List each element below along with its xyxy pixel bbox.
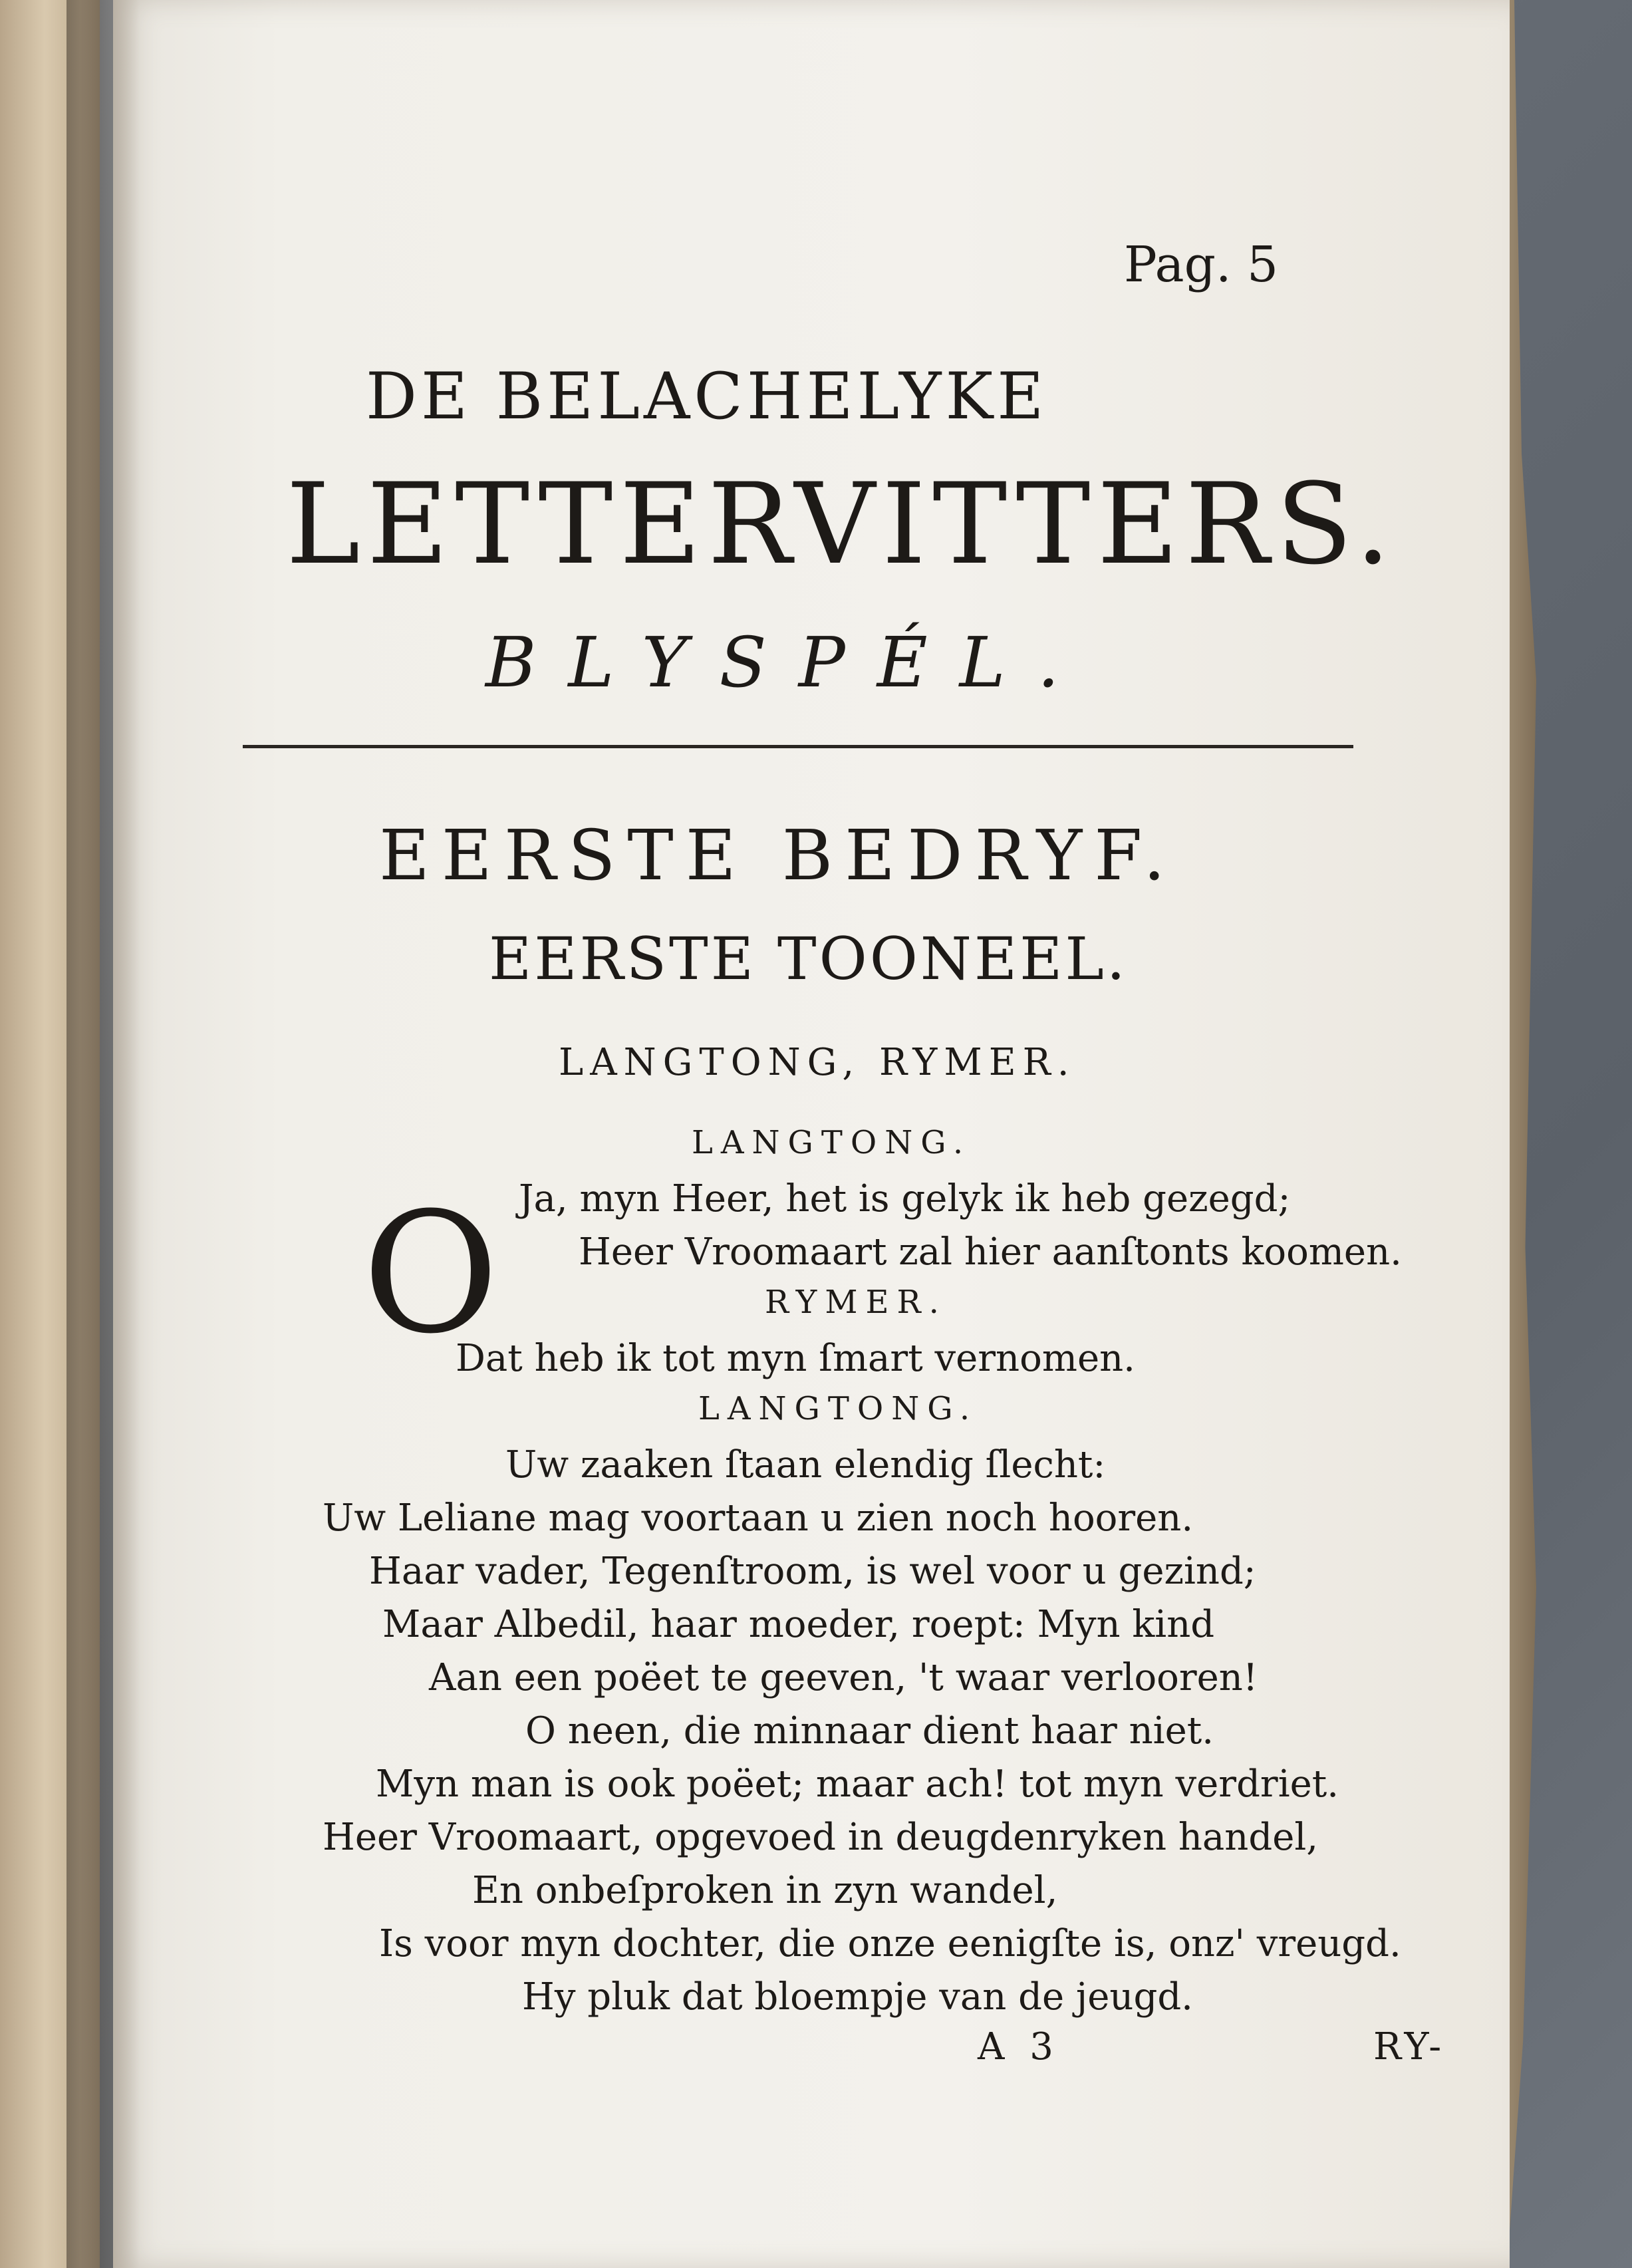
character-list: LANGTONG, RYMER. (559, 1041, 1076, 1084)
printer-signature-mark: A 3 (978, 2025, 1060, 2068)
verse-line: Maar Albedil, haar moeder, roept: Myn kind (382, 1603, 1215, 1646)
verse-line: Aan een poëet te geeven, 't waar verlooren! (429, 1656, 1258, 1699)
verse-line: Haar vader, Tegenſtroom, is wel voor u gezind; (369, 1550, 1256, 1593)
verse-line: En onbeſproken in zyn wandel, (472, 1869, 1058, 1912)
verse-line: Uw Leliane mag voortaan u zien noch hooren. (323, 1496, 1194, 1540)
verse-line: Heer Vroomaart zal hier aanſtonts koomen. (579, 1230, 1402, 1274)
verse-line: Hy pluk dat bloempje van de jeugd. (522, 1975, 1193, 2019)
verse-line: Is voor myn dochter, die onze eenigſte is, onz' vreugd. (379, 1922, 1401, 1965)
speaker-name: LANGTONG. (698, 1390, 978, 1427)
book-page (113, 0, 1510, 2268)
verse-line: Myn man is ook poëet; maar ach! tot myn verdriet. (376, 1763, 1339, 1806)
act-heading: EERSTE BEDRYF. (379, 815, 1178, 896)
verse-line: Ja, myn Heer, het is gelyk ik heb gezegd; (519, 1177, 1291, 1220)
verse-line: O neen, die minnaar dient haar niet. (525, 1709, 1214, 1753)
play-title-line-2: LETTERVITTERS. (286, 459, 1398, 589)
genre-heading: BLYSPÉL. (485, 622, 1091, 703)
page-number: Pag. 5 (1124, 236, 1279, 293)
verse-line: Dat heb ik tot myn ſmart vernomen. (456, 1337, 1135, 1380)
scene-heading: EERSTE TOONEEL. (489, 924, 1128, 993)
book-binding-shadow (67, 0, 140, 2268)
play-title-line-1: DE BELACHELYKE (366, 359, 1048, 434)
speaker-name: LANGTONG. (692, 1124, 972, 1161)
horizontal-rule (243, 745, 1353, 748)
speaker-name: RYMER. (765, 1284, 947, 1321)
verse-line: Heer Vroomaart, opgevoed in deugdenryken handel, (323, 1816, 1319, 1859)
verse-line: Uw zaaken ſtaan elendig ſlecht: (505, 1443, 1106, 1487)
drop-cap: O (362, 1177, 499, 1370)
catchword: RY- (1373, 2025, 1446, 2068)
